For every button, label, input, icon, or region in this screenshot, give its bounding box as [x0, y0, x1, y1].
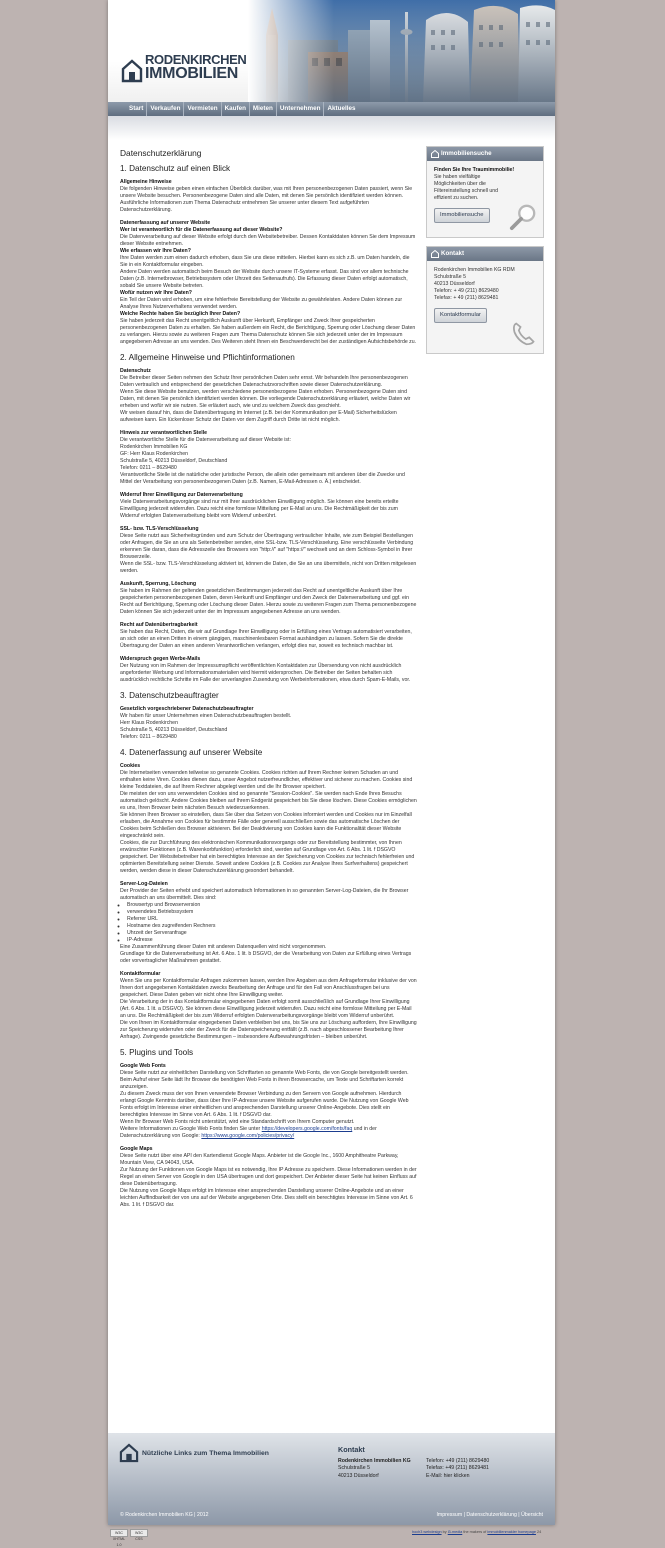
section-3-heading: 3. Datenschutzbeauftragter	[120, 691, 219, 700]
main-content	[120, 148, 418, 1215]
list-item: ◦ IP-Adresse	[127, 937, 418, 944]
footer-street: Schulstraße 5	[338, 1465, 371, 1472]
uebersicht-link[interactable]: Übersicht	[521, 1512, 543, 1518]
paragraph: Der Nutzung von im Rahmen der Impressumspflicht veröffentlichten Kontaktdaten zur Übersendung von nicht ausdrücklich angeforderter Werbung und Informationsmaterialien wird hiermit widersprochen. Die Betreiber der Seiten behalten sich ausdrücklich rechtliche Schritte im Falle der unverlangten Zusendung von Werbeinformationen, etwa durch Spam-E-Mails, vor.	[120, 663, 411, 683]
contact-phone: Telefon: + 49 (211) 8629480	[434, 288, 499, 294]
list-item: ◦ verwendetes Betriebssystem	[127, 909, 418, 916]
paragraph: Diese Seite nutzt aus Sicherheitsgründen und zum Schutz der Übertragung vertraulicher Inhalte, wie zum Beispiel Bestellungen oder Anfragen, die Sie an uns als Seitenbetreiber senden, eine SSL-bzw. TLS-Verschlüsselung. Eine verschlüsselte Verbindung erkennen Sie daran, dass die Adresszeile des Browsers von "http://" auf "https://" wechselt und an dem Schloss-Symbol in Ihrer Browserzeile.	[120, 533, 414, 560]
logo-line-1: RODENKIRCHEN	[145, 52, 247, 67]
house-logo-icon	[122, 60, 142, 82]
address-line: Rodenkirchen Immobilien KG	[120, 444, 188, 450]
credit-line	[412, 1530, 541, 1534]
subheading: SSL- bzw. TLS-Verschlüsselung	[120, 526, 199, 532]
subheading: Datenschutz	[120, 368, 151, 374]
paragraph: Sie haben jederzeit das Recht unentgeltlich Auskunft über Herkunft, Empfänger und Zweck Ihrer gespeicherten personenbezogenen Daten zu erhalten. Sie haben außerdem ein Recht, die Berichtigung, Sperrung oder Löschung dieser Daten zu verlangen. Hierzu sowie zu weiteren Fragen zum Thema Datenschutz können Sie sich jederzeit unter der im Impressum angegebenen Adresse an uns wenden. Des Weiteren steht Ihnen ein Beschwerderecht bei der zuständigen Aufsichtsbehörde zu.	[120, 318, 417, 345]
text: Weitere Informationen zu Google Web Fonts finden Sie unter	[120, 1126, 261, 1132]
house-icon	[431, 150, 439, 158]
paragraph: Wenn Sie uns per Kontaktformular Anfragen zukommen lassen, werden Ihre Angaben aus dem Anfrageformular inklusive der von Ihnen dort angegebenen Kontaktdaten zwecks Bearbeitung der Anfrage und für den Fall von Anschlussfragen bei uns gespeichert. Diese Daten geben wir nicht ohne Ihre Einwilligung weiter.	[120, 978, 417, 998]
credit-link-2[interactable]: i3-media	[447, 1530, 463, 1534]
paragraph: Die verantwortliche Stelle für die Datenverarbeitung auf dieser Website ist:	[120, 437, 291, 443]
house-icon	[431, 250, 439, 258]
contact-box	[426, 246, 544, 354]
nav-aktuelles[interactable]: Aktuelles	[327, 105, 356, 112]
footer-address	[338, 1458, 411, 1480]
footer	[108, 1433, 555, 1525]
footer-nav: Impressum | Datenschutzerklärung | Übersicht	[436, 1512, 543, 1518]
paragraph: Die von Ihnen im Kontaktformular eingegebenen Daten verbleiben bei uns, bis Sie uns zur Löschung auffordern, Ihre Einwilligung zur Speicherung widerrufen oder der Zweck für die Datenspeicherung entfällt (z.B. nach abgeschlossener Bearbeitung Ihrer Anfrage). Zwingende gesetzliche Bestimmungen – insbesondere Aufbewahrungsfristen – bleiben unberührt.	[120, 1020, 417, 1040]
credit-link-1[interactable]: hoch3 webdesign	[412, 1530, 442, 1534]
contact-line: Rodenkirchen Immobilien KG RDM	[434, 267, 515, 273]
subheading: Gesetzlich vorgeschriebener Datenschutzbeauftragter	[120, 706, 254, 712]
header	[108, 0, 555, 102]
subheading: Recht auf Datenübertragbarkeit	[120, 622, 198, 628]
paragraph: Grundlage für die Datenverarbeitung ist Art. 6 Abs. 1 lit. b DSGVO, der die Verarbeitung von Daten zur Erfüllung eines Vertrags oder vorvertraglicher Maßnahmen gestattet.	[120, 951, 412, 964]
paragraph: Wenn Sie diese Website benutzen, werden verschiedene personenbezogene Daten erhoben. Personenbezogene Daten sind Daten, mit denen Sie persönlich identifiziert werden können. Die vorliegende Datenschutzerklärung erläutert, welche Daten wir erheben und wofür wir sie nutzen. Sie erläutert auch, wie und zu welchem Zweck das geschieht.	[120, 389, 411, 409]
datenschutz-link[interactable]: Datenschutzerklärung	[466, 1512, 517, 1518]
footer-company: Rodenkirchen Immobilien KG	[338, 1458, 411, 1464]
w3c-css-badge[interactable]: W3C CSS	[130, 1529, 148, 1537]
paragraph: Verantwortliche Stelle ist die natürliche oder juristische Person, die allein oder gemeinsam mit anderen über die Zwecke und Mittel der Verarbeitung von personenbezogenen Daten (z.B. Namen, E-Mail-Adressen o. Ä.) entscheidet.	[120, 472, 405, 485]
footer-phone-block	[426, 1458, 489, 1480]
paragraph: Der Provider der Seiten erhebt und speichert automatisch Informationen in so genannten Server-Log-Dateien, die Ihr Browser automatisch an uns übermittelt. Dies sind:	[120, 888, 409, 901]
search-box	[426, 146, 544, 238]
kontaktformular-button[interactable]: Kontaktformular	[434, 308, 487, 323]
nav-verkaufen[interactable]: Verkaufen	[147, 102, 184, 116]
contact-fax: Telefax: + 49 (211) 8629481	[434, 295, 499, 301]
question: Welche Rechte haben Sie bezüglich Ihrer Daten?	[120, 311, 241, 317]
nav-start[interactable]: Start	[126, 102, 147, 116]
text: und in der Datenschutzerklärung von Google:	[120, 1126, 377, 1139]
main-nav	[108, 102, 555, 116]
paragraph: Wir haben für unser Unternehmen einen Datenschutzbeauftragten bestellt.	[120, 713, 292, 719]
paragraph: Diese Seite nutzt zur einheitlichen Darstellung von Schriftarten so genannte Web Fonts, die von Google bereitgestellt werden. Beim Aufruf einer Seite lädt Ihr Browser die benötigten Web Fonts in ihren Browsercache, um Texte und Schriftarten korrekt anzuzeigen.	[120, 1070, 409, 1090]
subheading: Cookies	[120, 763, 141, 769]
paragraph: Zur Nutzung der Funktionen von Google Maps ist es notwendig, Ihre IP Adresse zu speichern. Diese Informationen werden in der Regel an einen Server von Google in den USA übertragen und dort gespeichert. Der Anbieter dieser Seite hat keinen Einfluss auf diese Datenübertragung.	[120, 1167, 417, 1187]
paragraph: Wir weisen darauf hin, dass die Datenübertragung im Internet (z.B. bei der Kommunikation per E-Mail) Sicherheitslücken aufweisen kann. Ein lückenloser Schutz der Daten vor dem Zugriff durch Dritte ist nicht möglich.	[120, 410, 397, 423]
paragraph: Wenn Ihr Browser Web Fonts nicht unterstützt, wird eine Standardschrift von Ihrem Computer genutzt.	[120, 1119, 355, 1125]
search-text: Sie haben vielfältige Möglichkeiten über die Filtereinstellung schnell und effizient zu suchen.	[434, 174, 499, 201]
list-item: ◦ Referrer URL	[127, 916, 418, 923]
logo-line-2: IMMOBILIEN	[145, 65, 238, 82]
paragraph: Viele Datenverarbeitungsvorgänge sind nur mit Ihrer ausdrücklichen Einwilligung möglich. Sie können eine bereits erteilte Einwilligung jederzeit widerrufen. Dazu reicht eine formlose Mitteilung per E-Mail an uns. Die Rechtmäßigkeit der bis zum Widerruf erfolgten Datenverarbeitung bleibt vom Widerruf unberührt.	[120, 499, 399, 519]
subheading: Server-Log-Dateien	[120, 881, 168, 887]
list-item: ◦ Uhrzeit der Serveranfrage	[127, 930, 418, 937]
nav-shade	[108, 116, 555, 140]
paragraph	[120, 1126, 418, 1140]
w3c-badges	[110, 1529, 148, 1547]
nav-mieten[interactable]: Mieten	[250, 102, 277, 116]
subheading: Allgemeine Hinweise	[120, 179, 172, 185]
question: Wer ist verantwortlich für die Datenerfassung auf dieser Website?	[120, 227, 283, 233]
paragraph: Eine Zusammenführung dieser Daten mit anderen Datenquellen wird nicht vorgenommen.	[120, 944, 327, 950]
subheading: Google Web Fonts	[120, 1063, 166, 1069]
paragraph: Cookies, die zur Durchführung des elektronischen Kommunikationsvorgangs oder zur Bereitstellung bestimmter, von Ihnen erwünschter Funktionen (z.B. Warenkorbfunktion) erforderlich sind, werden auf Grundlage von Art. 6 Abs. 1 lit. f DSGVO gespeichert. Der Websitebetreiber hat ein berechtigtes Interesse an der Speicherung von Cookies zur technisch fehlerfreien und optimierten Bereitstellung seiner Dienste. Soweit andere Cookies (z.B. Cookies zur Analyse Ihres Surfverhaltens) gespeichert werden, werden diese in dieser Datenschutzerklärung gesondert behandelt.	[120, 840, 415, 874]
paragraph: Zu diesem Zweck muss der von Ihnen verwendete Browser Verbindung zu den Servern von Google aufnehmen. Hierdurch erlangt Google Kenntnis darüber, dass über Ihre IP-Adresse unsere Website aufgerufen wurde. Die Nutzung von Google Web Fonts erfolgt im Interesse einer einheitlichen und ansprechenden Darstellung unserer Online-Angebote. Dies stellt ein berechtigtes Interesse im Sinne von Art. 6 Abs. 1 lit. f DSGVO dar.	[120, 1091, 409, 1118]
paragraph: Wenn die SSL- bzw. TLS-Verschlüsselung aktiviert ist, können die Daten, die Sie an uns übermitteln, nicht von Dritten mitgelesen werden.	[120, 561, 417, 574]
subheading: Widerruf Ihrer Einwilligung zur Datenverarbeitung	[120, 492, 243, 498]
footer-email-link[interactable]: E-Mail: hier klicken	[426, 1472, 470, 1479]
address-line: Schulstraße 5, 40213 Düsseldorf, Deutschland	[120, 727, 228, 733]
paragraph: Andere Daten werden automatisch beim Besuch der Website durch unsere IT-Systeme erfasst. Das sind vor allem technische Daten (z.B. Internetbrowser, Betriebssystem oder Uhrzeit des Seitenaufrufs). Die Erfassung dieser Daten erfolgt automatisch, sobald Sie unsere Website betreten.	[120, 269, 409, 289]
paragraph: Ein Teil der Daten wird erhoben, um eine fehlerfreie Bereitstellung der Website zu gewährleisten. Andere Daten können zur Analyse Ihres Nutzerverhaltens verwendet werden.	[120, 297, 403, 310]
subheading: Hinweis zur verantwortlichen Stelle	[120, 430, 208, 436]
subheading: Kontaktformular	[120, 971, 161, 977]
subheading: Datenerfassung auf unserer Website	[120, 220, 211, 226]
paragraph: Sie haben das Recht, Daten, die wir auf Grundlage Ihrer Einwilligung oder in Erfüllung eines Vertrags automatisiert verarbeiten, an sich oder an einen Dritten in einem gängigen, maschinenlesbaren Format aushändigen zu lassen. Sofern Sie die direkte Übertragung der Daten an einen anderen Verantwortlichen verlangen, erfolgt dies nur, soweit es technisch machbar ist.	[120, 629, 412, 649]
question: Wie erfassen wir Ihre Daten?	[120, 248, 191, 254]
immobiliensuche-button[interactable]: Immobiliensuche	[434, 208, 490, 223]
credit-link-3[interactable]: immobilienmakler homepage	[487, 1530, 536, 1534]
question: Wofür nutzen wir Ihre Daten?	[120, 290, 192, 296]
credit-text: by	[442, 1530, 447, 1534]
contact-line: 40213 Düsseldorf	[434, 281, 475, 287]
nav-kaufen[interactable]: Kaufen	[222, 102, 250, 116]
logo[interactable]	[122, 53, 246, 82]
search-box-header	[427, 147, 543, 161]
copyright: © Rodenkirchen Immobilien KG | 2012	[120, 1512, 209, 1518]
footer-contact-title: Kontakt	[338, 1445, 365, 1454]
nav-unternehmen[interactable]: Unternehmen	[277, 102, 325, 116]
paragraph: Die Datenverarbeitung auf dieser Website erfolgt durch den Websitebetreiber. Dessen Kontaktdaten können Sie dem Impressum dieser Website entnehmen.	[120, 234, 416, 247]
footer-tel: Telefon: +49 (211) 8629480	[426, 1458, 490, 1464]
google-privacy-link[interactable]: https://www.google.com/policies/privacy/	[201, 1133, 295, 1139]
header-cityscape-image	[248, 0, 555, 102]
server-log-list	[120, 902, 418, 944]
list-item: ◦ Hostname des zugreifenden Rechners	[127, 923, 418, 930]
address-line: Herr Klaus Rodenkirchen	[120, 720, 178, 726]
nav-vermieten[interactable]: Vermieten	[184, 102, 221, 116]
subheading: Auskunft, Sperrung, Löschung	[120, 581, 197, 587]
impressum-link[interactable]: Impressum	[436, 1512, 463, 1518]
magnifier-icon	[509, 203, 537, 231]
house-icon	[120, 1444, 138, 1462]
section-1-heading: 1. Datenschutz auf einen Blick	[120, 164, 231, 173]
address-line: Telefon: 0211 – 8629480	[120, 734, 177, 740]
paragraph: Die folgenden Hinweise geben einen einfachen Überblick darüber, was mit Ihren personenbezogenen Daten passiert, wenn Sie unsere Website besuchen. Personenbezogene Daten sind alle Daten, mit denen Sie persönlich identifiziert werden können. Ausführliche Informationen zum Thema Datenschutz entnehmen Sie unserer unter diesem Text aufgeführten Datenschutzerklärung.	[120, 186, 413, 213]
section-5-heading: 5. Plugins und Tools	[120, 1048, 194, 1057]
subheading: Google Maps	[120, 1146, 153, 1152]
section-4-heading: 4. Datenerfassung auf unserer Website	[120, 748, 263, 757]
search-lead: Finden Sie Ihre Traumimmobilie!	[434, 167, 515, 173]
footer-links-heading[interactable]	[120, 1444, 269, 1462]
paragraph: Ihre Daten werden zum einen dadurch erhoben, dass Sie uns diese mitteilen. Hierbei kann es sich z.B. um Daten handeln, die Sie in ein Kontaktformular eingeben.	[120, 255, 410, 268]
paragraph: Die Verarbeitung der in das Kontaktformular eingegebenen Daten erfolgt somit ausschließlich auf Grundlage Ihrer Einwilligung (Art. 6 Abs. 1 lit. a DSGVO). Sie können diese Einwilligung jederzeit widerrufen. Dazu reicht eine formlose Mitteilung per E-Mail an uns. Die Rechtmäßigkeit der bis zum Widerruf erfolgten Datenverarbeitungsvorgänge bleibt vom Widerruf unberührt.	[120, 999, 412, 1019]
paragraph: Die Betreiber dieser Seiten nehmen den Schutz Ihrer persönlichen Daten sehr ernst. Wir behandeln Ihre personenbezogenen Daten vertraulich und entsprechend der gesetzlichen Datenschutzvorschriften sowie dieser Datenschutzerklärung.	[120, 375, 408, 388]
list-item: ◦ Browsertyp und Browserversion	[127, 902, 418, 909]
paragraph: Sie können Ihren Browser so einstellen, dass Sie über das Setzen von Cookies informiert werden und Cookies nur im Einzelfall erlauben, die Annahme von Cookies für bestimmte Fälle oder generell ausschließen sowie das automatische Löschen der Cookies beim Schließen des Browser aktivieren. Bei der Deaktivierung von Cookies kann die Funktionalität dieser Website eingeschränkt sein.	[120, 812, 412, 839]
address-line: Telefon: 0211 – 8629480	[120, 465, 177, 471]
google-fonts-faq-link[interactable]: https://developers.google.com/fonts/faq	[261, 1126, 353, 1132]
search-box-title: Immobiliensuche	[441, 150, 492, 157]
section-2-heading: 2. Allgemeine Hinweise und Pflichtinformationen	[120, 353, 295, 362]
subheading: Widerspruch gegen Werbe-Mails	[120, 656, 201, 662]
paragraph: Die Internetseiten verwenden teilweise so genannte Cookies. Cookies richten auf Ihrem Rechner keinen Schaden an und enthalten keine Viren. Cookies dienen dazu, unser Angebot nutzerfreundlicher, effektiver und sicherer zu machen. Cookies sind kleine Textdateien, die auf Ihrem Rechner abgelegt werden und die Ihr Browser speichert.	[120, 770, 413, 790]
paragraph: Die meisten der von uns verwendeten Cookies sind so genannte "Session-Cookies". Sie werden nach Ende Ihres Besuchs automatisch gelöscht. Andere Cookies bleiben auf Ihrem Endgerät gespeichert bis Sie diese löschen. Diese Cookies ermöglichen es uns, Ihren Browser beim nächsten Besuch wiederzuerkennen.	[120, 791, 417, 811]
address-line: GF: Herr Klaus Rodenkirchen	[120, 451, 189, 457]
contact-line: Schulstraße 5	[434, 274, 467, 280]
paragraph: Sie haben im Rahmen der geltenden gesetzlichen Bestimmungen jederzeit das Recht auf unentgeltliche Auskunft über Ihre gespeicherten personenbezogenen Daten, deren Herkunft und Empfänger und den Zweck der Datenverarbeitung und ggf. ein Recht auf Berichtigung, Sperrung oder Löschung dieser Daten. Hierzu sowie zu weiteren Fragen zum Thema personenbezogene Daten können Sie sich jederzeit unter der im Impressum angegebenen Adresse an uns wenden.	[120, 588, 417, 615]
page-title: Datenschutzerklärung	[120, 148, 202, 158]
paragraph: Diese Seite nutzt über eine API den Kartendienst Google Maps. Anbieter ist die Google Inc., 1600 Amphitheatre Parkway, Mountain View, CA 94043, USA.	[120, 1153, 399, 1166]
footer-links-title: Nützliche Links zum Thema Immobilien	[142, 1449, 269, 1457]
address-line: Schulstraße 5, 40213 Düsseldorf, Deutschland	[120, 458, 228, 464]
footer-fax: Telefax: +49 (211) 8629481	[426, 1465, 489, 1472]
footer-city: 40213 Düsseldorf	[338, 1472, 379, 1479]
credit-text: 24	[537, 1530, 542, 1534]
w3c-xhtml-badge[interactable]: W3C XHTML 1.0	[110, 1529, 128, 1537]
phone-icon	[511, 319, 537, 347]
paragraph: Die Nutzung von Google Maps erfolgt im Interesse einer ansprechenden Darstellung unserer Online-Angebote und an einer leichten Auffindbarkeit der von uns auf der Website angegebenen Orte. Dies stellt ein berechtigtes Interesse im Sinne von Art. 6 Abs. 1 lit. f DSGVO dar.	[120, 1188, 413, 1208]
contact-box-title: Kontakt	[441, 250, 465, 257]
credit-text: the makers of	[463, 1530, 487, 1534]
sidebar	[426, 146, 544, 362]
page	[108, 0, 555, 1525]
contact-box-header	[427, 247, 543, 261]
